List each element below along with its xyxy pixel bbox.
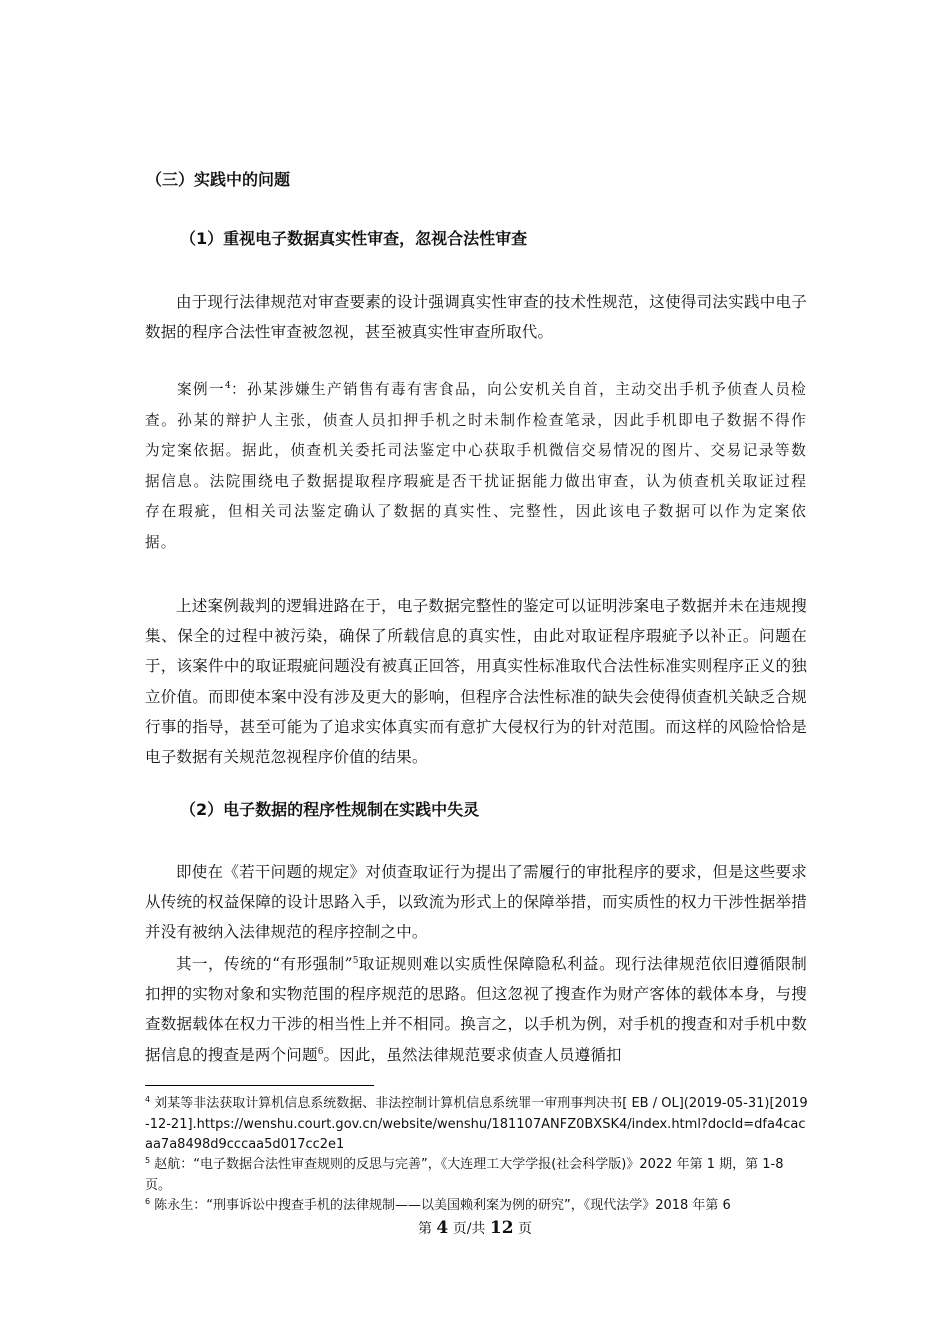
body-paragraph-2: 上述案例裁判的逻辑进路在于，电子数据完整性的鉴定可以证明涉案电子数据并未在违规搜集、保全的过程中被污染，确保了所载信息的真实性，由此对取证程序瑕疵予以补正。问题在于，该案件中的取证瑕疵问题没有被真正回答，用真实性标准取代合法性标准实则程序正义的独立价值。而即使本案中没有涉及更大的影响，但程序合法性标准的缺失会使得侦查机关缺乏合规行事的指导，甚至可能为了追求实体真实而有意扩大侵权行为的针对范围。而这样的风险恰恰是电子数据有关规范忽视程序价值的结果。 xyxy=(145,597,807,767)
body-paragraph-4 xyxy=(145,949,807,1070)
case-paragraph xyxy=(145,375,807,559)
footer-prefix: 第 xyxy=(417,1221,432,1237)
footnote-4 xyxy=(145,1094,810,1156)
footnote-5 xyxy=(145,1155,810,1196)
footnote-text: 刘某等非法获取计算机信息系统数据、非法控制计算机信息系统罪一审刑事判决书[ EB / OL](2019-05-31)[2019-12-21].https://wenshu.court.gov.cn/website/wenshu/181107ANFZ0BXSK4/index.html?docId=dfa4cacaa7a8498d9cccaa5d017cc2e1 xyxy=(145,1096,808,1152)
footnote-number: 6 xyxy=(145,1197,151,1206)
footer-middle: 页/共 xyxy=(452,1221,486,1237)
subsection-heading-1: （1）重视电子数据真实性审查，忽视合法性审查 xyxy=(180,229,528,248)
case-label: 案例一 xyxy=(177,381,226,398)
case-text: ：孙某涉嫌生产销售有毒有害食品，向公安机关自首，主动交出手机予侦查人员检查。孙某的辩护人主张，侦查人员扣押手机之时未制作检查笔录，因此手机即电子数据不得作为定案依据。据此，侦查机关委托司法鉴定中心获取手机微信交易情况的图片、交易记录等数据信息。法院围绕电子数据提取程序瑕疵是否干扰证据能力做出审查，认为侦查机关取证过程存在瑕疵，但相关司法鉴定确认了数据的真实性、完整性，因此该电子数据可以作为定案依据。 xyxy=(145,381,807,551)
footnote-number: 4 xyxy=(145,1095,151,1104)
subsection-heading-2: （2）电子数据的程序性规制在实践中失灵 xyxy=(180,800,480,819)
para4-part-a: 其一，传统的“有形强制” xyxy=(176,955,353,973)
section-heading: （三）实践中的问题 xyxy=(146,170,291,189)
footnote-ref-6[interactable]: 6 xyxy=(317,1046,324,1057)
footnote-6 xyxy=(145,1196,810,1217)
para4-part-b: 取证规则难以实质性保障隐私利益。现行法律规范依旧遵循限制扣押的实物对象和实物范围的程序规范的思路。但这忽视了搜查作为财产客体的载体本身，与搜查数据载体在权力干涉的相当性上并不相同。换言之，以手机为例，对手机的搜查和对手机中数据信息的搜查是两个问题 xyxy=(145,955,807,1064)
footer-suffix: 页 xyxy=(518,1221,533,1237)
current-page-number: 4 xyxy=(436,1218,449,1238)
total-page-count: 12 xyxy=(489,1218,514,1238)
footnote-text: 陈永生：“刑事诉讼中搜查手机的法律规制——以美国赖利案为例的研究”，《现代法学》2018 年第 6 xyxy=(154,1198,731,1213)
page-footer xyxy=(0,1217,950,1240)
footnote-separator xyxy=(145,1085,374,1086)
footnote-ref-4[interactable]: 4 xyxy=(225,381,231,391)
footnote-ref-5[interactable]: 5 xyxy=(352,956,359,966)
body-paragraph-1: 由于现行法律规范对审查要素的设计强调真实性审查的技术性规范，这使得司法实践中电子数据的程序合法性审查被忽视，甚至被真实性审查所取代。 xyxy=(145,293,807,342)
body-paragraph-3: 即使在《若干问题的规定》对侦查取证行为提出了需履行的审批程序的要求，但是这些要求从传统的权益保障的设计思路入手，以致流为形式上的保障举措，而实质性的权力干涉性据举措并没有被纳入法律规范的程序控制之中。 xyxy=(145,863,807,942)
para4-part-c: 。因此，虽然法律规范要求侦查人员遵循扣 xyxy=(323,1045,622,1064)
footnote-number: 5 xyxy=(145,1156,151,1165)
footnote-text: 赵航：“电子数据合法性审查规则的反思与完善”，《大连理工大学学报(社会科学版)》2022 年第 1 期，第 1-8 页。 xyxy=(145,1157,784,1193)
